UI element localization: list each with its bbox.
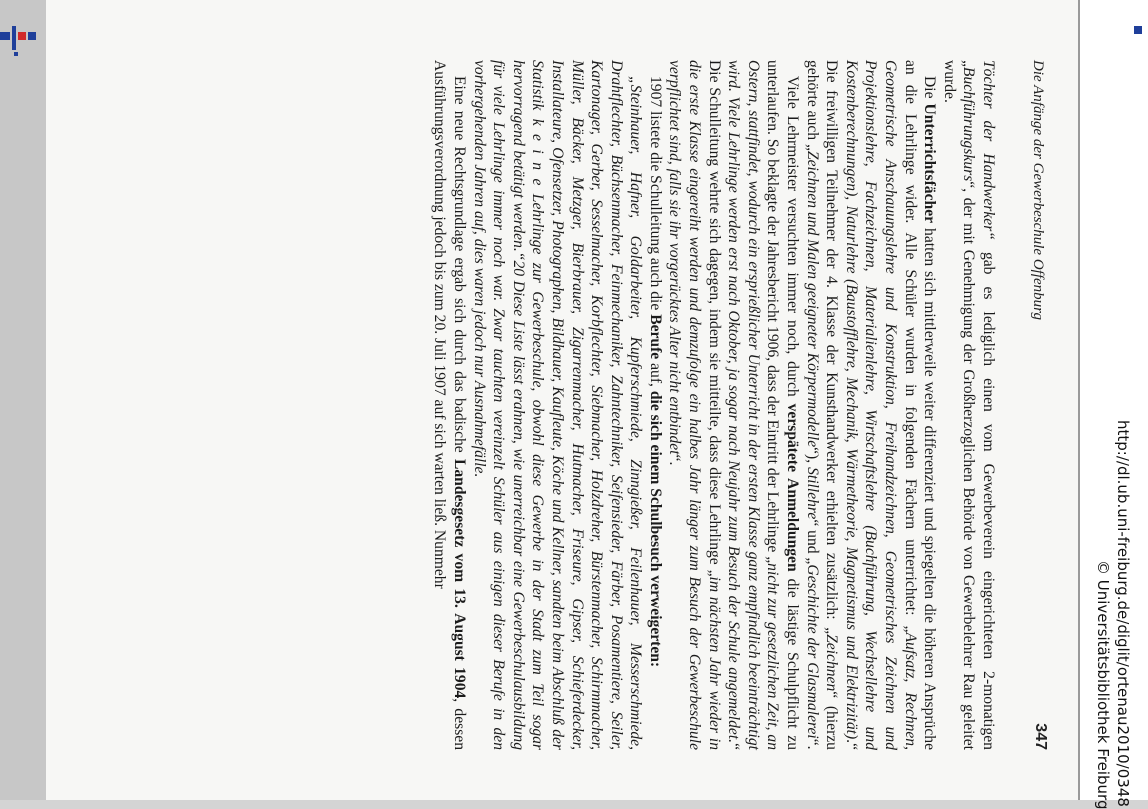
text-segment: die lästige Schulpflicht zu unterlaufen. So beklagte der Jahresbericht 1906, dass der Eintritt der Lehrlinge „: [764, 60, 802, 751]
paragraph: [645, 60, 665, 750]
text-segment: Töchter der Handwerker“: [980, 60, 997, 240]
text-segment: Eine neue Rechtsgrundlage ergab sich durch das badische: [450, 76, 468, 459]
text-segment: „Steinhauer, Hafner, Goldarbeiter, Kupferschmiede, Zinngießer, Feilenhauer, Messerschmiede, Drahtflechter, Büchsenmacher, Feinmechaniker, Zahntechniker, Seifensieder, Färber, Posamentiere, Seiler, Kartonager, Gerber, Sesselmacher, Korbflechter, Siebmacher, Holzdreher, Bürstenmacher, Schirmmacher, Müller, Bäcker, Metzger, Bierbrauer, Zigarrenmacher, Hutmacher, Friseure, Gipser, Schieferdecker, Installateure, Ofensetzer, Photographen, Bildhauer, Kaufleute, Köche und Kellner, sandten beim Abschluß der Statistik k e i n e Lehrlinge zur Gewerbeschule, obwohl diese Gewerbe in der Stadt zum Teil sogar hervorragend betätigt werden.: [509, 60, 645, 750]
text-segment: hatten sich mittlerweile weiter differenziert und spiegelten die höheren Ansprüche an die Lehrlinge wider. Alle Schüler wurden in folgenden Fächern unterrichtet: „: [901, 60, 939, 750]
rotated-page-content: [46, 0, 1078, 800]
text-segment: Berufe: [646, 314, 664, 360]
paragraph: [469, 60, 645, 750]
text-segment: Aufsatz, Rechnen, Geometrische Anschauungslehre und Konstruktion, Freihandzeichnen, Geometrisches Zeichnen und Projektionslehre, Fachzeichnen, Materialienlehre, Wirtschaftslehre (Buchführung, Wechsellehre und Kostenberechnungen), Naturlehre (Baustofflehre, Mechanik, Wärmetheorie, Magnetismus und Elektrizität): [842, 60, 919, 751]
footer-copyright: © Universitätsbibliothek Freiburg: [1094, 560, 1112, 809]
text-segment: im nächsten Jahr wieder in die erste Klasse eingereiht werden und demzufolge ein halbes Jahr länger zum Besuch der Gewerbeschule verpflichtet sind, falls sie ihr vorgerücktes Alter nicht entbindet: [666, 60, 723, 751]
paragraph: [665, 60, 802, 750]
footer-url[interactable]: http://dl.ub.uni-freiburg.de/diglit/ortenau2010/0348: [1114, 420, 1132, 807]
text-segment: 1907 listete die Schulleitung auch die: [646, 76, 664, 315]
text-segment: “.: [803, 738, 821, 750]
text-segment: gab es lediglich einen vom Gewerbeverein eingerichteten 2-monatigen „: [960, 60, 997, 750]
running-title: Die Anfänge der Gewerbeschule Offenburg: [1030, 60, 1046, 320]
text-segment: Viele Lehrmeister versuchten immer noch, durch: [784, 76, 802, 404]
text-segment: Unterrichtsfächer: [921, 103, 939, 224]
library-logo-icon: [0, 18, 40, 58]
text-segment: , dessen Ausführungsverordnung jedoch bis zum 20. Juli 1907 auf sich warten ließ. Nunmehr: [431, 60, 468, 750]
text-segment: Zeichnen: [823, 634, 841, 692]
text-segment: “20 Diese Liste lässt erahnen, wie unerreichbar eine Gewerbeschulausbildung für viele Lehrlinge immer noch war. Zwar tauchten vereinzelt Schüler aus einigen dieser Berufe in den vorhergehenden Jahren auf, dies waren jedoch nur Ausnahmefälle.: [470, 60, 527, 751]
text-segment: “ und „: [803, 519, 821, 565]
footer-watermark: [1078, 0, 1148, 809]
text-segment: Landesgesetz vom 13. August 1904: [450, 458, 468, 699]
page-number: 347: [1032, 723, 1049, 750]
text-segment: “, der mit Genehmigung der Großherzoglichen Behörde von Gewerbelehrer Rau geleitet wurde.: [940, 60, 978, 750]
scanned-page: [46, 0, 1078, 800]
text-segment: .“ Die freiwilligen Teilnehmer der 4. Klasse der Kunsthandwerker erhielten zusätzlich: „: [823, 60, 860, 750]
running-header: [1029, 60, 1049, 750]
viewer-left-margin: [0, 0, 46, 800]
text-segment: “),: [803, 447, 821, 468]
text-segment: auf,: [646, 359, 664, 391]
paragraph: [430, 60, 469, 750]
text-segment: “ Die Schulleitung wehrte sich dagegen, indem sie mitteilte, dass diese Lehrlinge „: [705, 60, 743, 750]
paragraph: [802, 60, 939, 750]
text-segment: “.: [666, 454, 684, 466]
paragraph: [939, 60, 998, 750]
text-segment: Geschichte der Glasmalerei: [803, 564, 821, 739]
text-segment: “ (hierzu gehörte auch „: [803, 60, 841, 750]
text-segment: Buchführungskurs: [960, 66, 978, 182]
text-segment: die sich einem Schulbesuch verweigerten:: [646, 390, 664, 668]
page-body-text: [430, 60, 998, 750]
text-segment: Die: [921, 76, 939, 104]
text-segment: nicht zur gesetzlichen Zeit, an Ostern, stattfindet, wodurch ein ersprießlicher Unterricht in der ersten Klasse ganz empfindlich beeinträchtigt wird. Viele Lehrlinge werden erst nach Oktober, ja sogar nach Neujahr zum Besuch der Schule angemeldet.: [725, 60, 782, 750]
text-segment: verspätete Anmeldungen: [784, 403, 802, 572]
text-segment: Stillehre: [803, 467, 821, 520]
text-segment: Zeichnen und Malen geeigneter Körpermodelle: [803, 150, 821, 448]
